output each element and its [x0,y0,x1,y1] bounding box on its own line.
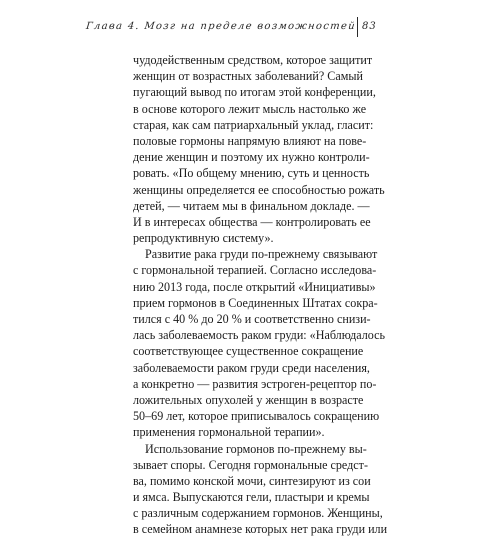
text-line: прием гормонов в Соединенных Штатах сокра- [133,295,378,310]
page-header [0,0,500,40]
text-line: чудодейственным средством, которое защитит [133,53,373,67]
text-line: И в интересах общества — контролировать ее [133,214,371,229]
page-number: 83 [362,21,377,32]
text-line: старая, как сам патриархальный уклад, гласит: [133,117,374,132]
text-line: соответствующее существенное сокращение [133,344,364,359]
text-line: применения гормональной терапии». [133,425,325,440]
text-line: а конкретно — развития эстроген-рецептор по- [133,376,377,391]
text-line: половые гормоны напрямую влияют на пове- [133,133,367,148]
text-line: ровать. «По общему мнению, суть и ценность [133,166,370,181]
running-head: Глава 4. Мозг на пределе возможностей [85,21,357,32]
text-line: Использование гормонов по-прежнему вы- [145,441,367,456]
text-line: 50–69 лет, которое приписывалось сокращению [133,409,380,424]
text-line: и ямса. Выпускаются гели, пластыри и кремы [133,490,370,505]
text-line: заболеваемости раком груди среди населения, [133,360,370,375]
text-line: дение женщин и поэтому их нужно контроли- [133,150,370,165]
text-line: лась заболеваемость раком груди: «Наблюдалось [133,328,386,343]
text-line: с различным содержанием гормонов. Женщины, [133,506,383,521]
text-line: ва, помимо конской мочи, синтезируют из сои [133,473,371,488]
paragraph [133,441,388,538]
header-divider [357,17,358,37]
text-line: нию 2013 года, после открытий «Инициативы» [133,279,376,294]
text-line: в семейном анамнезе которых нет рака груди или [133,522,388,537]
text-line: женщин от возрастных заболеваний? Самый [133,69,363,84]
text-line: зывает споры. Сегодня гормональные средст- [133,457,368,472]
text-line: Развитие рака груди по-прежнему связывают [145,247,378,262]
paragraph [133,52,385,246]
text-line: женщины определяется ее способностью рожать [133,182,385,197]
text-line: детей, — читаем мы в финальном докладе. — [133,198,370,213]
paragraph [133,246,386,440]
body-text [133,52,388,538]
text-line: с гормональной терапией. Согласно исследова- [133,263,377,278]
text-line: тился с 40 % до 20 % и соответственно снизи- [133,312,371,326]
text-line: репродуктивную систему». [133,231,274,246]
text-line: пугающий вывод по итогам этой конференции, [133,85,376,100]
text-line: в основе которого лежит мысль настолько же [133,101,367,116]
text-line: ложительных опухолей у женщин в возрасте [133,392,364,407]
